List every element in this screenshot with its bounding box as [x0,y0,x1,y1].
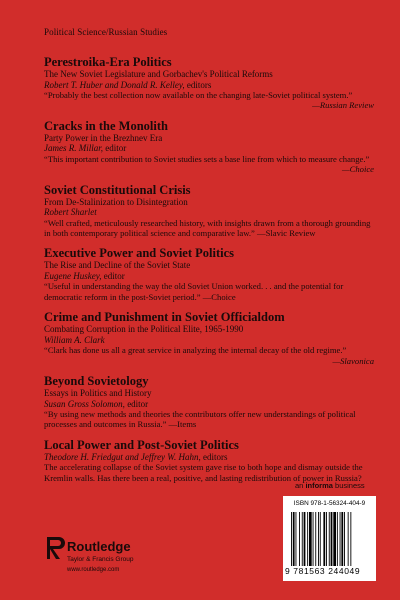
book-title: Local Power and Post-Soviet Politics [44,437,239,452]
book-title: Cracks in the Monolith [44,118,168,133]
book-subtitle: Combating Corruption in the Political Elite, 1965-1990 [44,324,244,335]
book-title: Soviet Constitutional Crisis [44,182,191,197]
routledge-logo [45,535,195,580]
book-quote: “Useful in understanding the way the old Soviet Union worked. . . and the potential for democratic reform in the post-Soviet period.” —Choice [44,281,344,302]
publisher-url: www.routledge.com [67,567,120,573]
book-quote: The accelerating collapse of the Soviet system gave rise to both hope and dismay outside the Kremlin walls. Has there been a real, positive, and lasting redistribution of power in Russia? [44,462,363,483]
book-title: Perestroika-Era Politics [44,55,172,69]
book-entry [44,183,374,239]
routledge-r-icon [45,535,67,561]
book-authors: Eugene Huskey, editor [44,270,125,281]
book-entry [44,119,374,175]
book-subtitle: From De-Stalinization to Disintegration [44,196,188,207]
book-title: Executive Power and Soviet Politics [44,246,235,261]
barcode-digits: 9 781563 244049 [285,566,361,576]
book-subtitle: Party Power in the Brezhnev Era [44,132,163,143]
publisher-tagline: Taylor & Francis Group [67,556,134,563]
book-quote: “Probably the best collection now available on the changing late-Soviet political system.” [44,90,353,100]
book-quote: “Clark has done us all a great service in analyzing the internal decay of the old regime.” [44,345,347,356]
book-list [44,55,374,483]
book-subtitle: The New Soviet Legislature and Gorbachev's Political Reforms [44,69,273,79]
book-entry [44,55,374,111]
book-authors: Susan Gross Solomon, editor [44,398,149,409]
quote-source: —Choice [342,164,374,175]
barcode-bars [291,512,371,566]
book-authors: William A. Clark [44,334,105,345]
isbn-label: ISBN 978-1-56324-404-9 [293,500,366,507]
book-quote: “Well crafted, meticulously researched history, with insights drawn from a thorough grounding in both contemporary political science and comparative law.” —Slavic Review [44,217,371,239]
quote-source: —Russian Review [312,100,374,111]
book-authors: Theodore H. Friedgut and Jeffrey W. Hahn, editors [44,451,228,462]
quote-source: —Slavonica [332,355,374,366]
book-quote: “This important contribution to Soviet studies sets a base line from which to measure change.” [44,153,370,164]
barcode [283,496,376,581]
book-entry [44,374,374,430]
informa-business-label: an informa business [295,481,365,490]
book-subtitle: The Rise and Decline of the Soviet State [44,260,191,271]
book-quote: “By using new methods and theories the contributors offer new understandings of political processes and outcomes in Russia.” —Items [44,409,356,430]
book-authors: Robert T. Huber and Donald R. Kelley, editors [44,79,212,90]
book-title: Crime and Punishment in Soviet Officialdom [44,310,285,325]
book-entry [44,310,374,366]
book-authors: James R. Millar, editor [44,143,127,154]
book-title: Beyond Sovietology [44,374,149,389]
publisher-name: Routledge [67,539,131,554]
book-authors: Robert Sharlet [44,207,97,218]
book-subtitle: Essays in Politics and History [44,388,152,399]
book-entry [44,438,374,483]
category-label: Political Science/Russian Studies [44,27,168,37]
book-entry [44,246,374,302]
